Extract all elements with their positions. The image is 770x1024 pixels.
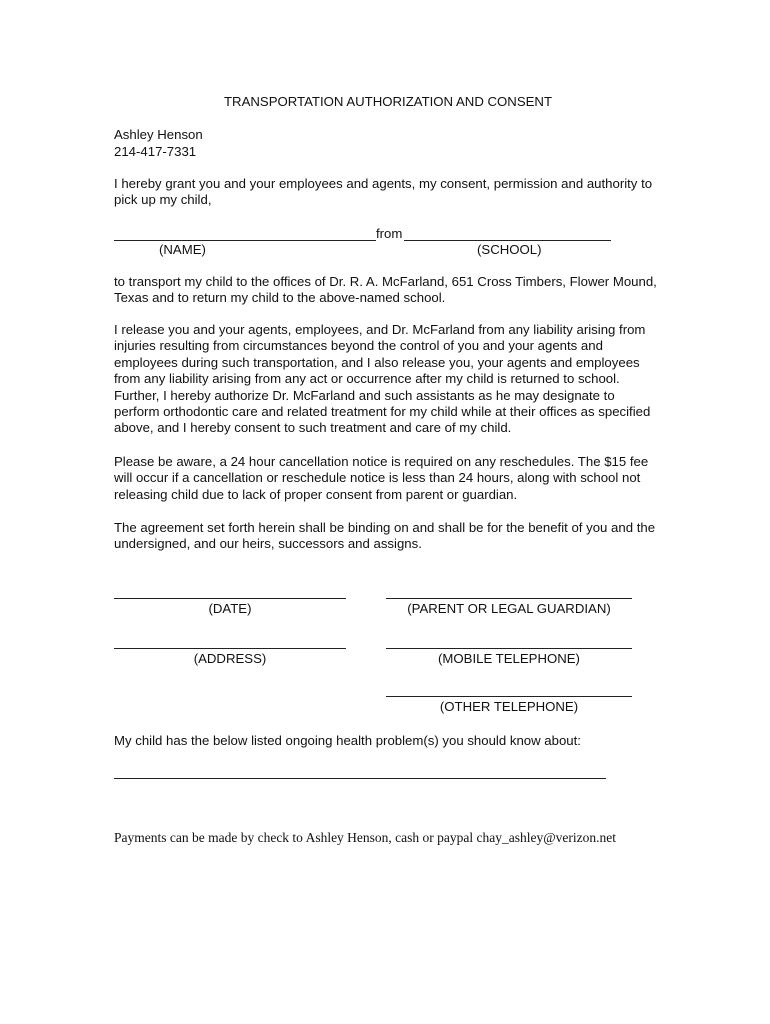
date-blank-line[interactable] bbox=[114, 598, 346, 599]
contact-name: Ashley Henson bbox=[114, 127, 203, 142]
cancellation-paragraph: Please be aware, a 24 hour cancellation notice is required on any reschedules. The $15 fee will occur if a cancellation or reschedule notice is less than 24 hours, along with school not releasing child due to lack of proper consent from parent or guardian. bbox=[114, 454, 649, 502]
mobile-phone-line[interactable] bbox=[386, 648, 632, 649]
form-title: TRANSPORTATION AUTHORIZATION AND CONSENT bbox=[224, 94, 552, 109]
contact-phone: 214-417-7331 bbox=[114, 144, 197, 159]
health-problems-line[interactable] bbox=[114, 778, 606, 779]
health-prompt: My child has the below listed ongoing health problem(s) you should know about: bbox=[114, 733, 581, 748]
guardian-signature-line[interactable] bbox=[386, 598, 632, 599]
address-label: (ADDRESS) bbox=[193, 651, 267, 666]
mobile-phone-label: (MOBILE TELEPHONE) bbox=[438, 651, 580, 666]
other-phone-line[interactable] bbox=[386, 696, 632, 697]
payment-note: Payments can be made by check to Ashley Henson, cash or paypal chay_ashley@verizon.net bbox=[114, 830, 617, 845]
name-blank-line[interactable] bbox=[114, 240, 376, 241]
other-phone-label: (OTHER TELEPHONE) bbox=[439, 699, 579, 714]
address-blank-line[interactable] bbox=[114, 648, 346, 649]
agreement-paragraph: The agreement set forth herein shall be binding on and shall be for the benefit of you and the undersigned, and our heirs, successors and assigns. bbox=[114, 520, 656, 552]
from-word: from bbox=[376, 226, 403, 241]
transport-paragraph: to transport my child to the offices of Dr. R. A. McFarland, 651 Cross Timbers, Flower Mound, Texas and to return my child to the above-named school. bbox=[114, 274, 657, 306]
school-blank-line[interactable] bbox=[404, 240, 611, 241]
guardian-label: (PARENT OR LEGAL GUARDIAN) bbox=[407, 601, 611, 616]
school-label: (SCHOOL) bbox=[477, 242, 542, 257]
release-paragraph: I release you and your agents, employees, and Dr. McFarland from any liability arising from injuries resulting from circumstances beyond the control of you and your agents and employees during such transportation, and I also release you, your agents and employees from any liability arising from any act or occurrence after my child is returned to school. Further, I hereby authorize Dr. McFarland and such assistants as he may designate to perform orthodontic care and related treatment for my child while at their offices as specified above, and I hereby consent to such treatment and care of my child. bbox=[114, 322, 651, 436]
date-label: (DATE) bbox=[208, 601, 252, 616]
name-label: (NAME) bbox=[159, 242, 206, 257]
grant-paragraph: I hereby grant you and your employees and agents, my consent, permission and authority to pick up my child, bbox=[114, 176, 653, 208]
